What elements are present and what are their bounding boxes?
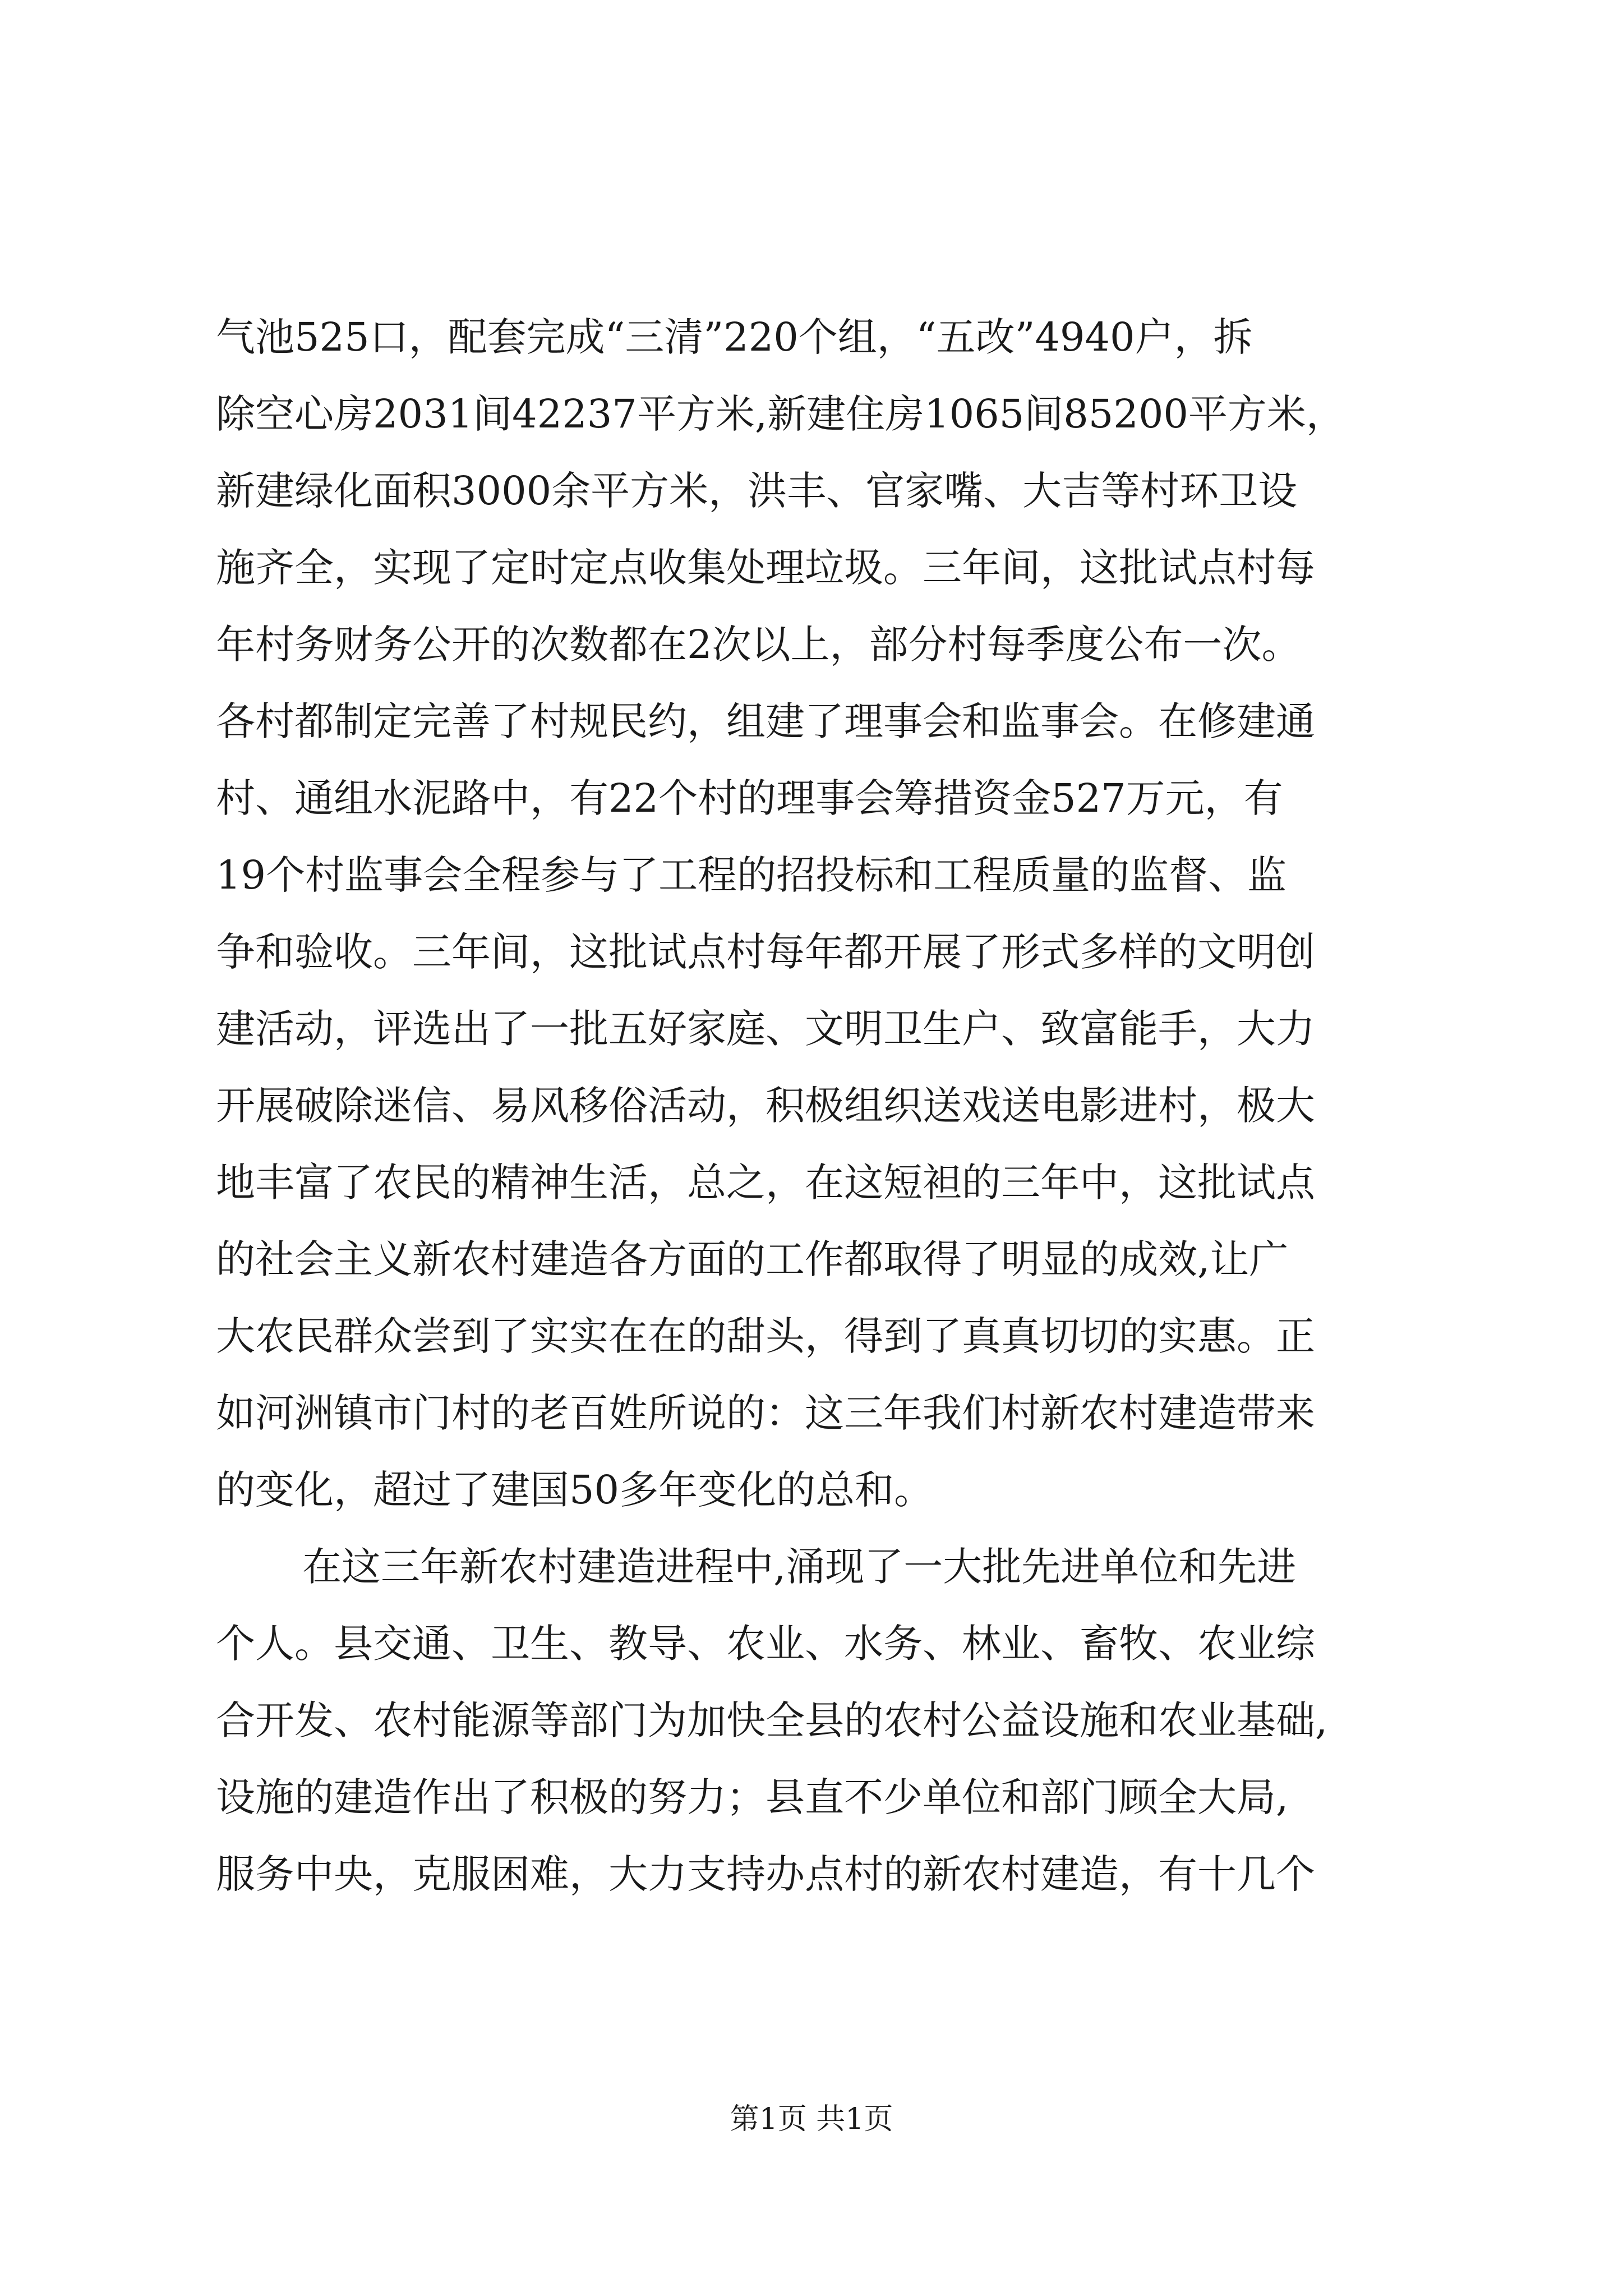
text-line: 建活动，评选出了一批五好家庭、文明卫生户、致富能手，大力 (216, 1006, 1315, 1052)
text-line: 服务中央，克服困难，大力支持办点村的新农村建造，有十几个 (216, 1851, 1315, 1897)
page-footer: 第1页 共1页 (730, 2102, 893, 2136)
document-body (216, 310, 1416, 1924)
text-line: 的变化，超过了建国50多年变化的总和。 (216, 1467, 934, 1513)
text-line: 19个村监事会全程参与了工程的招投标和工程质量的监督、监 (216, 852, 1287, 898)
text-line: 的社会主义新农村建造各方面的工作都取得了明显的成效,让广 (216, 1236, 1289, 1282)
text-line: 各村都制定完善了村规民约，组建了理事会和监事会。在修建通 (216, 698, 1315, 744)
text-line: 新建绿化面积3000余平方米，洪丰、官家嘴、大吉等村环卫设 (216, 468, 1298, 514)
text-line: 如河洲镇市门村的老百姓所说的：这三年我们村新农村建造带来 (216, 1390, 1315, 1436)
text-line: 合开发、农村能源等部门为加快全县的农村公益设施和农业基础, (216, 1697, 1328, 1743)
text-line: 设施的建造作出了积极的努力；县直不少单位和部门顾全大局, (216, 1774, 1289, 1820)
text-line: 开展破除迷信、易风移俗活动，积极组织送戏送电影进村，极大 (216, 1083, 1315, 1129)
text-line: 地丰富了农民的精神生活，总之，在这短袒的三年中，这批试点 (216, 1159, 1315, 1205)
text-line: 施齐全，实现了定时定点收集处理垃圾。三年间，这批试点村每 (216, 545, 1315, 591)
text-line: 年村务财务公开的次数都在2次以上，部分村每季度公布一次。 (216, 622, 1301, 668)
text-line: 个人。县交通、卫生、教导、农业、水务、林业、畜牧、农业综 (216, 1621, 1315, 1667)
text-line: 争和验收。三年间，这批试点村每年都开展了形式多样的文明创 (216, 929, 1315, 975)
text-line: 气池525口，配套完成“三清”220个组，“五改”4940户，拆 (216, 314, 1253, 360)
text-line: 村、通组水泥路中，有22个村的理事会筹措资金527万元，有 (216, 775, 1283, 821)
text-line: 除空心房2031间42237平方米,新建住房1065间85200平方米， (216, 391, 1345, 437)
paragraph-start-line: 在这三年新农村建造进程中,涌现了一大批先进单位和先进 (302, 1544, 1297, 1590)
text-line: 大农民群众尝到了实实在在的甜头，得到了真真切切的实惠。正 (216, 1313, 1315, 1359)
